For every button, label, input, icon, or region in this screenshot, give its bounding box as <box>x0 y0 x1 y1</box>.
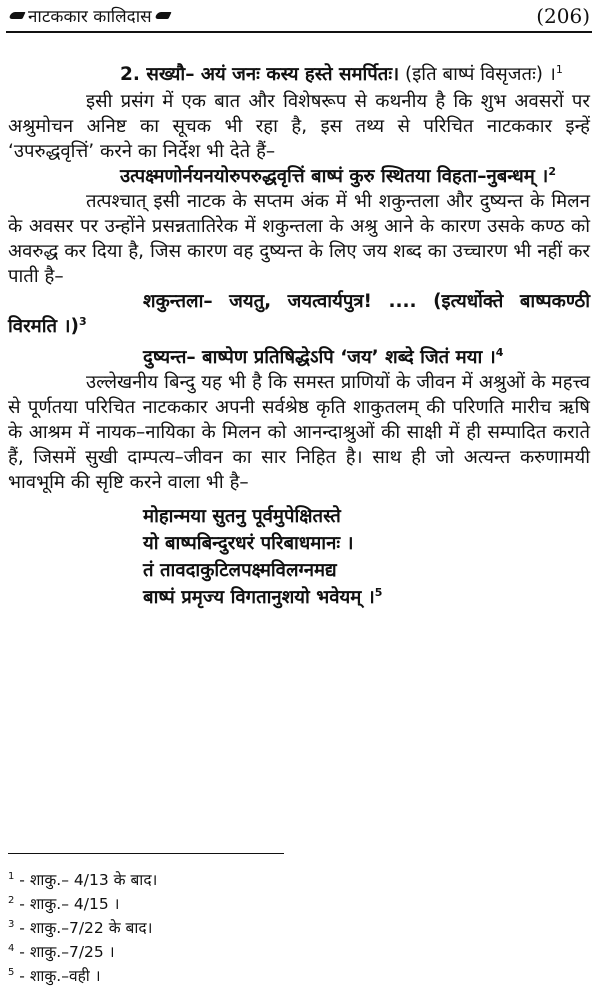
footnote-number: 5 <box>8 966 15 978</box>
dialogue-1 <box>8 62 590 87</box>
footnote-number: 4 <box>8 942 15 954</box>
dialogue-1-direction: (इति बाष्पं विसृजतः) । <box>399 64 556 85</box>
footnote-number: 1 <box>8 870 15 882</box>
footnote-number: 3 <box>8 918 15 930</box>
footnote-text: - शाकु.–7/25 । <box>14 943 115 961</box>
footnote-text: - शाकु.– 4/15 । <box>14 895 120 913</box>
footnote-ref-4: 4 <box>495 345 504 359</box>
quote-3 <box>8 345 590 370</box>
verse-line <box>143 584 590 611</box>
paragraph-3: उल्लेखनीय बिन्दु यह भी है कि समस्त प्राणियों के जीवन में अश्रुओं के महत्त्व से पूर्णतया परिचित नाटककार अपनी सर्वश्रेष्ठ कृति शाकुतलम् की परिणति मारीच ऋषि के आश्रम में नायक–नायिका के मिलन को आनन्दाश्रुओं की साक्षी में ही सम्पादित कराते हैं, जिसमें सुखी दाम्पत्य–जीवन का सार निहित है। साथ ही जो अत्यन्त करुणामयी भावभूमि की सृष्टि करने वाला भी है– <box>8 372 590 493</box>
footnote-ref-2: 2 <box>548 164 556 178</box>
footnote-rule <box>8 853 284 854</box>
quote-1-text: उत्पक्ष्मणोर्नयनयोरुपरुद्धवृत्तिं बाष्पं कुरु स्थितया विहता–नुबन्धम् । <box>120 166 549 187</box>
paragraph-2: तत्पश्चात् इसी नाटक के सप्तम अंक में भी शकुन्तला और दुष्यन्त के मिलन के अवसर पर उन्होंने प्रसन्नतातिरेक में शकुन्तला के अश्रु आने के कारण उसके कण्ठ को अवरुद्ध कर दिया है, जिस कारण वह दुष्यन्त के लिए जय शब्द का उच्चारण भी नहीं कर पाती है– <box>8 191 590 287</box>
verse-line: मोहान्मया सुतनु पूर्वमुपेक्षितस्ते <box>143 506 341 527</box>
quill-ornament-right-icon <box>154 12 171 19</box>
footnote-text: - शाकु.–7/22 के बाद। <box>14 919 153 937</box>
running-header <box>6 4 590 32</box>
footnote-item <box>8 868 157 892</box>
paragraph-1: इसी प्रसंग में एक बात और विशेषरूप से कथनीय है कि शुभ अवसरों पर अश्रुमोचन अनिष्ट का सूचक भी रहा है, इस तथ्य से परिचित नाटककार इन्हें ‘उपरुद्धवृत्तिं’ करने का निर्देश भी देते हैं– <box>8 91 590 162</box>
quote-1 <box>8 164 590 189</box>
quill-ornament-left-icon <box>8 12 25 19</box>
footnote-text: - शाकु.– 4/13 के बाद। <box>14 871 158 889</box>
quote-3-text: दुष्यन्त– बाष्पेण प्रतिषिद्धेऽपि ‘जय’ शब्दे जितं मया । <box>143 347 496 368</box>
footnote-ref-1: 1 <box>555 62 563 76</box>
footnote-ref-5: 5 <box>374 585 383 599</box>
quote-2-text: शकुन्तला– जयतु, जयत्वार्यपुत्र! .... (इत्यर्धोक्ते बाष्पकण्ठी विरमति ।) <box>8 291 590 337</box>
footnote-item <box>8 916 157 940</box>
header-rule <box>6 31 592 33</box>
footnote-text: - शाकु.–वही । <box>14 967 101 985</box>
footnote-item <box>8 892 157 916</box>
page-number: (206) <box>536 4 590 28</box>
main-text <box>8 62 590 611</box>
footnote-item <box>8 940 157 964</box>
running-title-block <box>6 4 174 27</box>
running-title: नाटककार कालिदास <box>28 7 152 27</box>
verse-block <box>8 503 590 611</box>
footnote-item <box>8 964 157 988</box>
footnotes <box>8 868 157 988</box>
verse-line: यो बाष्पबिन्दुरधरं परिबाधमानः । <box>143 533 354 554</box>
verse-line: तं तावदाकुटिलपक्ष्मविलग्नमद्य <box>143 560 337 581</box>
verse-line-text: बाष्पं प्रमृज्य विगतानुशयो भवेयम् । <box>143 587 375 608</box>
dialogue-1-speech: 2. सख्यौ– अयं जनः कस्य हस्ते समर्पितः। <box>120 64 400 85</box>
quote-2 <box>8 289 590 339</box>
footnote-number: 2 <box>8 894 15 906</box>
footnote-ref-3: 3 <box>78 314 87 328</box>
